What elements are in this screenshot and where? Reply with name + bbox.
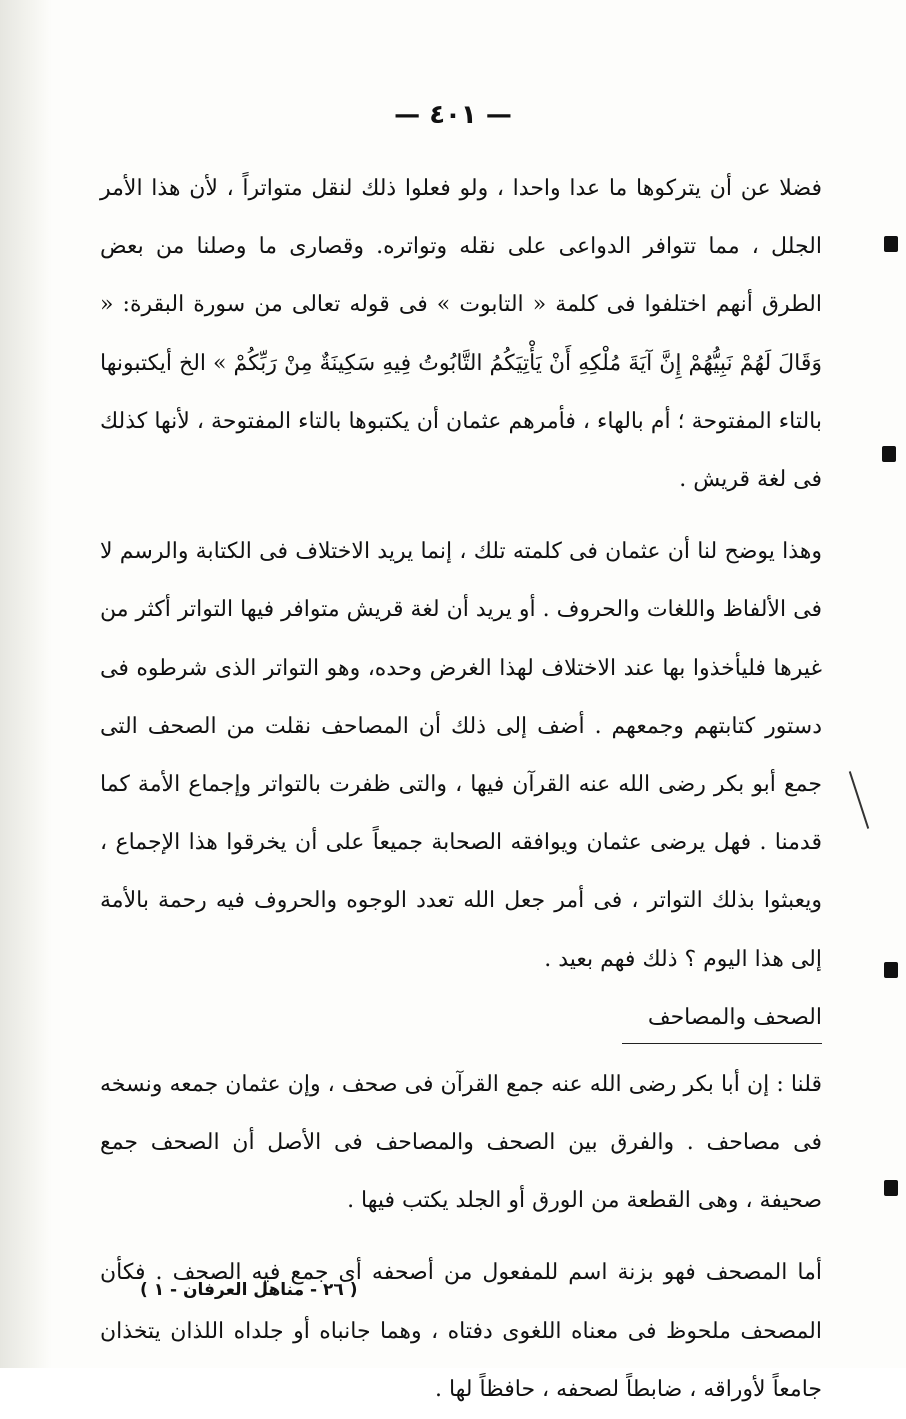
margin-pen-stroke — [849, 771, 869, 829]
section-paragraph-2: أما المصحف فهو بزنة اسم للمفعول من أصحفه أى جمع فيه الصحف . فكأن المصحف ملحوظ فى معناه اللغوى دفتاه ، وهما جانباه أو جلداه اللذان يتخذان جامعاً لأوراقه ، ضابطاً لصحفه ، حافظاً لها . — [100, 1260, 822, 1402]
margin-mark — [884, 236, 898, 252]
margin-mark — [884, 962, 898, 978]
paragraph-1: فضلا عن أن يتركوها ما عدا واحدا ، ولو فعلوا ذلك لنقل متواتراً ، لأن هذا الأمر الجلل ، مما تتوافر الدواعى على نقله وتواتره. وقصارى ما وصلنا من بعض الطرق أنهم اختلفوا فى كلمة « التابوت » فى قوله تعالى من سورة البقرة: « وَقَالَ لَهُمْ نَبِيُّهُمْ إِنَّ آيَةَ مُلْكِهِ أَنْ يَأْتِيَكُمُ التَّابُوتُ فِيهِ سَكِينَةٌ مِنْ رَبِّكُمْ » الخ أيكتبونها بالتاء المفتوحة ؛ أم بالهاء ، فأمرهم عثمان أن يكتبوها بالتاء المفتوحة ، لأنها كذلك فى لغة قريش . — [100, 176, 822, 493]
page-body — [100, 160, 822, 1419]
margin-mark — [884, 1180, 898, 1196]
section-heading: الصحف والمصاحف — [622, 993, 822, 1044]
page-number: — ٤٠١ — — [394, 100, 512, 130]
section-paragraph-1: قلنا : إن أبا بكر رضى الله عنه جمع القرآن فى صحف ، وإن عثمان جمعه ونسخه فى مصاحف . والفرق بين الصحف والمصاحف فى الأصل أن الصحف جمع صحيفة ، وهى القطعة من الورق أو الجلد يكتب فيها . — [100, 1071, 822, 1214]
paragraph-2: وهذا يوضح لنا أن عثمان فى كلمته تلك ، إنما يريد الاختلاف فى الكتابة والرسم لا فى الألفاظ واللغات والحروف . أو يريد أن لغة قريش متوافر فيها التواتر أكثر من غيرها فليأخذوا بها عند الاختلاف لهذا الغرض وحده، وهو التواتر الذى شرطوه فى دستور كتابتهم وجمعهم . أضف إلى ذلك أن المصاحف نقلت من الصحف التى جمع أبو بكر رضى الله عنه القرآن فيها ، والتى ظفرت بالتواتر وإجماع الأمة كما قدمنا . فهل يرضى عثمان ويوافقه الصحابة جميعاً على أن يخرقوا هذا الإجماع ، ويعبثوا بذلك التواتر ، فى أمر جعل الله تعدد الوجوه والحروف فيه رحمة بالأمة إلى هذا اليوم ؟ ذلك فهم بعيد . — [100, 539, 822, 972]
footer-reference: ( ٢٦ - مناهل العرفان - ١ ) — [140, 1280, 358, 1300]
margin-mark — [882, 446, 896, 462]
page-binding-shadow — [0, 0, 52, 1368]
